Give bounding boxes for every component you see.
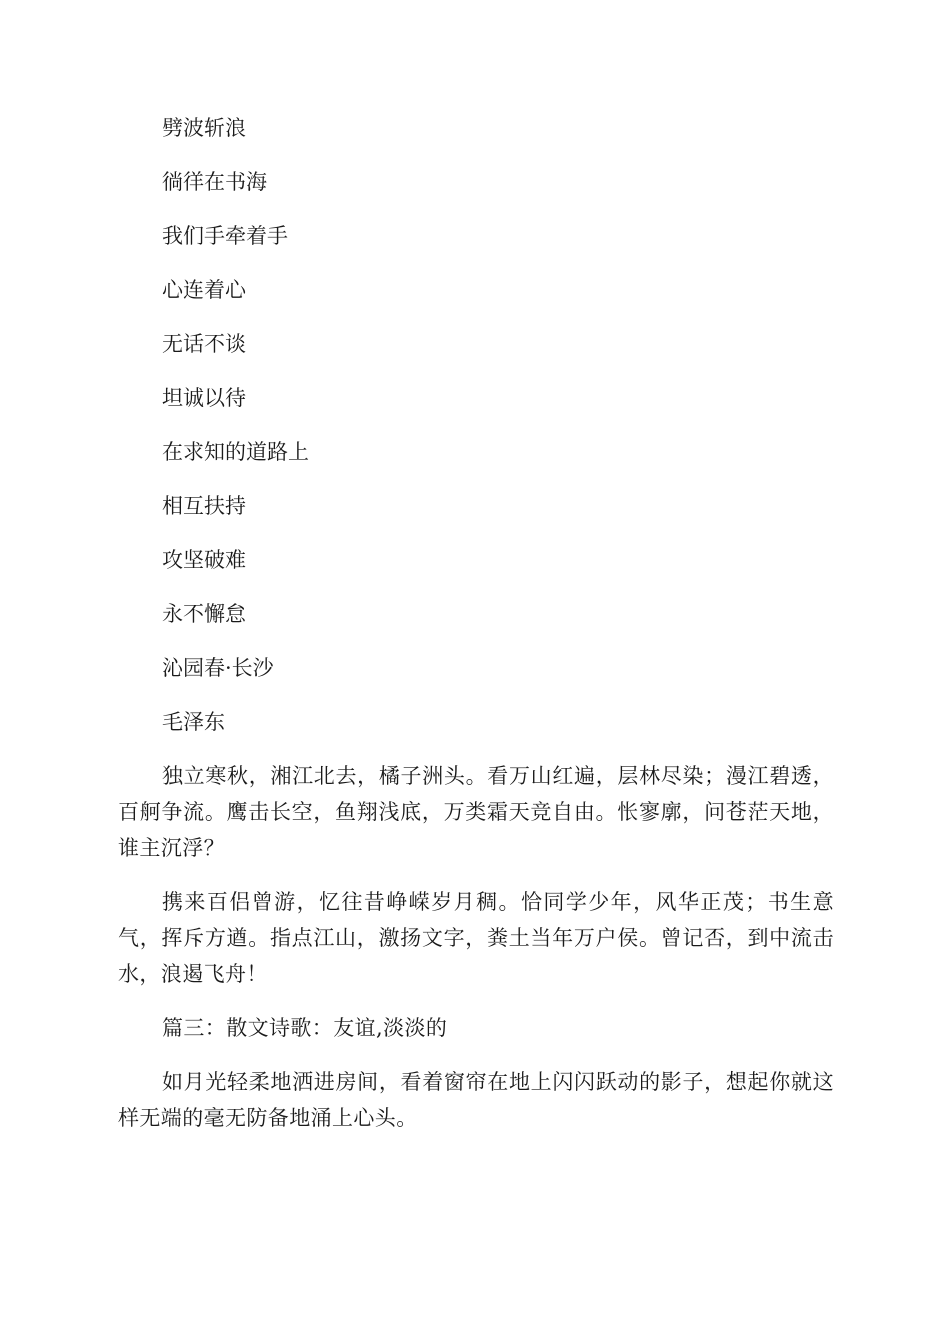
document-body <box>118 110 834 1154</box>
poem-line: 我们手牵着手 <box>162 224 288 248</box>
poem-title: 沁园春·长沙 <box>162 656 274 680</box>
poem-line: 相互扶持 <box>162 494 246 518</box>
poem-line: 在求知的道路上 <box>162 440 309 464</box>
poem-author: 毛泽东 <box>162 710 225 734</box>
poem-line: 徜徉在书海 <box>162 170 267 194</box>
poem-line: 坦诚以待 <box>162 386 246 410</box>
paragraph: 如月光轻柔地洒进房间，看着窗帘在地上闪闪跃动的影子，想起你就这样无端的毫无防备地涌上心头。 <box>118 1070 834 1130</box>
paragraph: 携来百侣曾游，忆往昔峥嵘岁月稠。恰同学少年，风华正茂；书生意气，挥斥方遒。指点江山，激扬文字，粪土当年万户侯。曾记否，到中流击水，浪遏飞舟！ <box>118 890 834 986</box>
poem-line: 无话不谈 <box>162 332 246 356</box>
paragraph: 独立寒秋，湘江北去，橘子洲头。看万山红遍，层林尽染；漫江碧透，百舸争流。鹰击长空，鱼翔浅底，万类霜天竞自由。怅寥廓，问苍茫天地，谁主沉浮？ <box>118 764 834 860</box>
poem-line: 攻坚破难 <box>162 548 246 572</box>
poem-line: 劈波斩浪 <box>162 116 246 140</box>
section-heading: 篇三：散文诗歌：友谊,淡淡的 <box>162 1016 448 1040</box>
poem-line: 心连着心 <box>162 278 246 302</box>
poem-line: 永不懈怠 <box>162 602 246 626</box>
